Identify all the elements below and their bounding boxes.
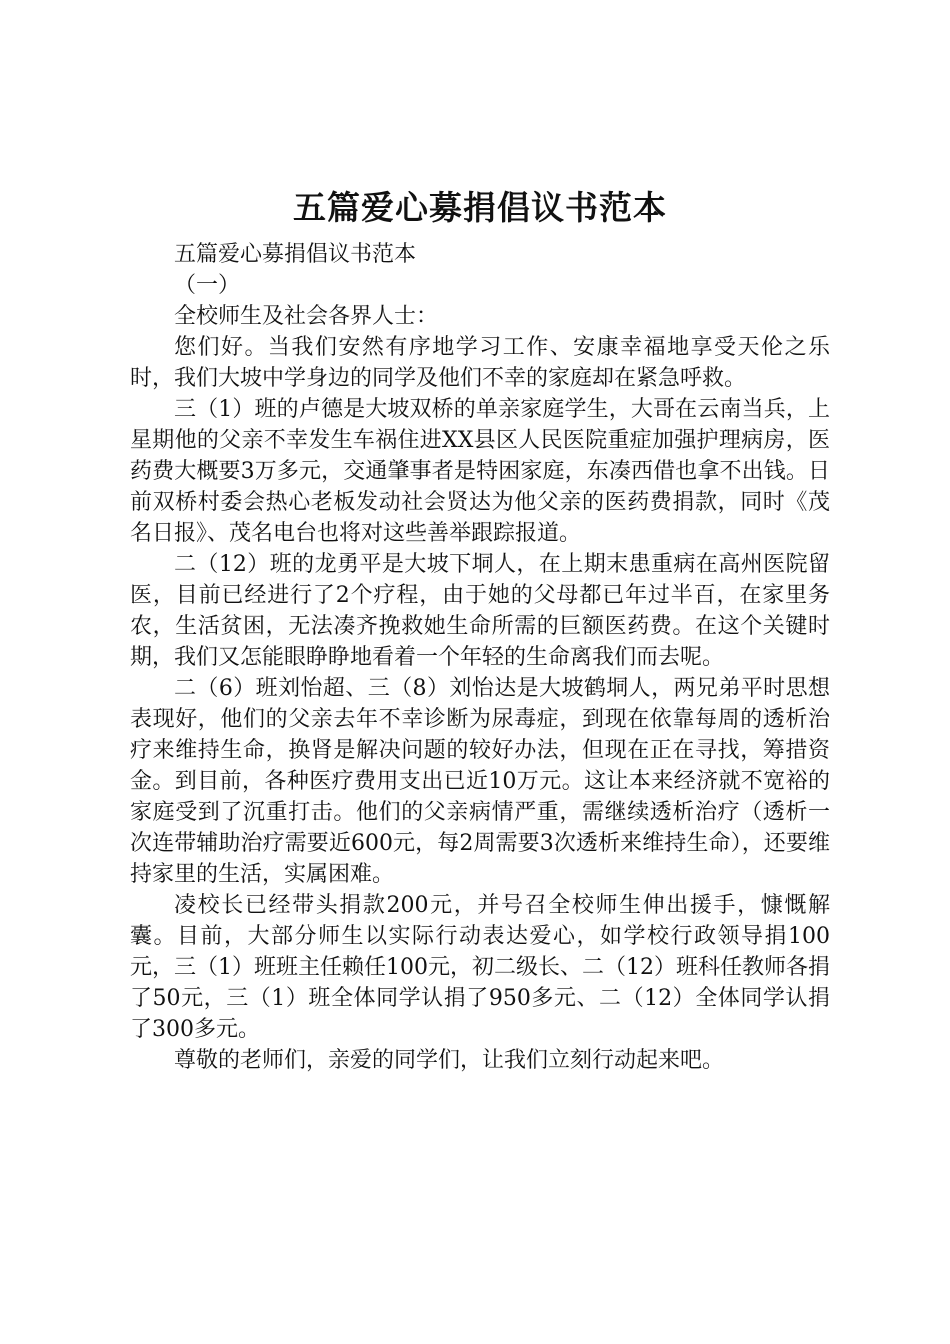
paragraph-section-number: （一） (174, 273, 241, 298)
paragraph-case-longyongping: 二（12）班的龙勇平是大坡下垌人，在上期末患重病在高州医院留医，目前已经进行了2个疗程，由于她的父母都已年过半百，在家里务农，生活贫困，无法凑齐挽救她生命所需的巨额医药费。在这个关键时期，我们又怎能眼睁睁地看着一个年轻的生命离我们而去呢。 (130, 552, 830, 670)
paragraph-call-to-action: 尊敬的老师们，亲爱的同学们，让我们立刻行动起来吧。 (174, 1048, 725, 1073)
paragraph-salutation: 全校师生及社会各界人士： (174, 304, 439, 329)
paragraph-subtitle: 五篇爱心募捐倡议书范本 (174, 242, 417, 267)
document-title: 五篇爱心募捐倡议书范本 (293, 188, 667, 227)
document-page (130, 185, 830, 1076)
paragraph-case-liu-brothers: 二（6）班刘怡超、三（8）刘怡达是大坡鹤垌人，两兄弟平时思想表现好，他们的父亲去年不幸诊断为尿毒症，到现在依靠每周的透析治疗来维持生命，换肾是解决问题的较好办法，但现在正在寻找，筹措资金。到目前，各种医疗费用支出已近10万元。这让本来经济就不宽裕的家庭受到了沉重打击。他们的父亲病情严重，需继续透析治疗（透析一次连带辅助治疗需要近600元，每2周需要3次透析来维持生命），还要维持家里的生活，实属困难。 (130, 676, 830, 887)
paragraph-greeting: 您们好。当我们安然有序地学习工作、安康幸福地享受天伦之乐时，我们大坡中学身边的同学及他们不幸的家庭却在紧急呼救。 (130, 335, 830, 391)
paragraph-donations: 凌校长已经带头捐款200元，并号召全校师生伸出援手，慷慨解囊。目前，大部分师生以实际行动表达爱心，如学校行政领导捐100元，三（1）班班主任赖任100元，初二级长、二（12）班科任教师各捐了50元，三（1）班全体同学认捐了950多元、二（12）全体同学认捐了300多元。 (130, 893, 830, 1042)
paragraph-case-lude: 三（1）班的卢德是大坡双桥的单亲家庭学生，大哥在云南当兵，上星期他的父亲不幸发生车祸住进XX县区人民医院重症加强护理病房，医药费大概要3万多元，交通肇事者是特困家庭，东凑西借也拿不出钱。日前双桥村委会热心老板发动社会贤达为他父亲的医药费捐款，同时《茂名日报》、茂名电台也将对这些善举跟踪报道。 (130, 397, 830, 546)
